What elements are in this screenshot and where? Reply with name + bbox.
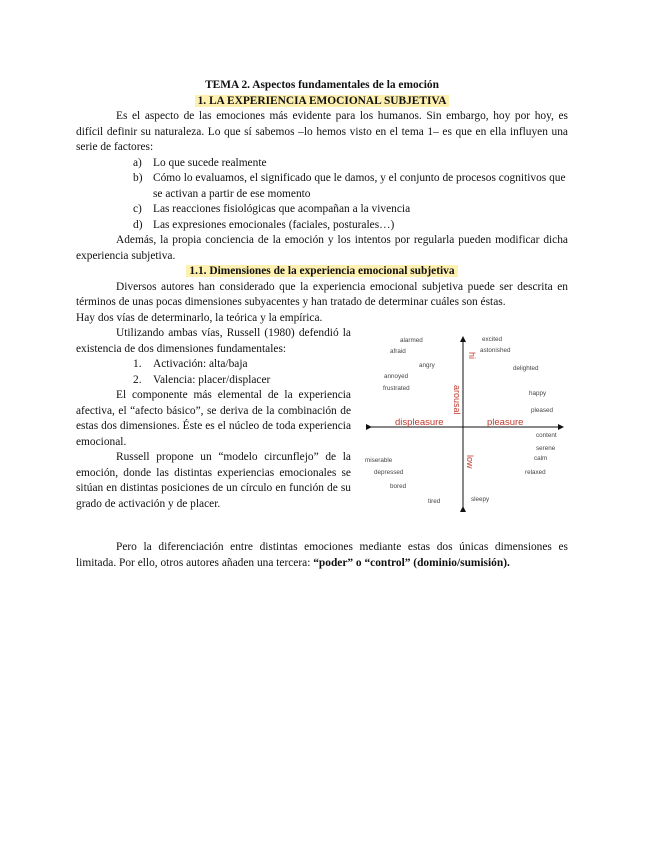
list-marker: b) xyxy=(133,172,143,184)
emotion-word: afraid xyxy=(390,348,406,355)
paragraph-1: Es el aspecto de las emociones más evidente para los humanos. Sin embargo, hoy por hoy, es difícil definir su naturaleza. Lo que sí sabemos –lo hemos visto en el tema 1– es que en ella influyen una serie de factores: xyxy=(76,110,568,153)
list-marker: c) xyxy=(133,203,142,215)
paragraph-8-bold: “poder” o “control” (dominio/sumisión). xyxy=(313,556,510,569)
emotion-word: annoyed xyxy=(384,373,409,380)
list-item xyxy=(76,156,568,172)
section-1-1-heading-text: 1.1. Dimensiones de la experiencia emocional subjetiva xyxy=(186,265,457,277)
emotion-word: miserable xyxy=(365,457,393,464)
paragraph-8 xyxy=(76,540,568,571)
paragraph-6: El componente más elemental de la experiencia afectiva, el “afecto básico”, se deriva de la combinación de estas dos dimensiones. Éste es el núcleo de toda experiencia emocional. xyxy=(76,389,351,448)
emotion-word: depressed xyxy=(374,469,404,476)
emotion-word: alarmed xyxy=(400,337,423,344)
emotion-word: relaxed xyxy=(525,469,546,476)
emotion-word: tired xyxy=(428,498,441,505)
emotion-word: bored xyxy=(390,483,407,490)
list-item-text: Las expresiones emocionales (faciales, posturales…) xyxy=(153,218,395,231)
two-column-block xyxy=(76,326,568,524)
document-page xyxy=(76,78,568,571)
emotion-word: content xyxy=(536,432,557,439)
list-item-text: Valencia: placer/displacer xyxy=(153,373,271,386)
list-item xyxy=(76,218,568,234)
list-marker: a) xyxy=(133,156,142,169)
axis-label-hi: hi xyxy=(467,352,477,360)
section-1-heading xyxy=(76,94,568,110)
axis-label-arousal: arousal xyxy=(452,385,462,415)
list-item-text: Lo que sucede realmente xyxy=(153,156,267,169)
dimensions-list xyxy=(76,357,351,388)
emotion-word: serene xyxy=(536,445,556,452)
list-marker: 1. xyxy=(133,358,142,370)
emotion-word: delighted xyxy=(513,365,539,372)
emotion-word: pleased xyxy=(531,407,554,414)
circumplex-figure xyxy=(363,333,568,518)
section-1-1-heading xyxy=(76,264,568,280)
axis-label-pleasure: pleasure xyxy=(487,417,524,428)
list-item-text: Las reacciones fisiológicas que acompañan a la vivencia xyxy=(153,203,411,215)
paragraph-2: Además, la propia conciencia de la emoción y los intentos por regularla pueden modificar dicha experiencia subjetiva. xyxy=(76,234,568,262)
paragraph-4: Hay dos vías de determinarlo, la teórica y la empírica. xyxy=(76,311,323,324)
list-item xyxy=(76,373,351,389)
list-marker: d) xyxy=(133,218,143,231)
emotion-word: happy xyxy=(529,390,547,397)
emotion-word: angry xyxy=(419,362,435,369)
spacer xyxy=(76,524,568,540)
emotion-word: frustrated xyxy=(383,385,410,392)
paragraph-3: Diversos autores han considerado que la experiencia emocional subjetiva puede ser descrita en términos de unas pocas dimensiones subyacentes y han tratado de determinar cuáles son éstas. xyxy=(76,280,568,308)
list-item-text: Activación: alta/baja xyxy=(153,358,248,370)
paragraph-5: Utilizando ambas vías, Russell (1980) defendió la existencia de dos dimensiones fundamentales: xyxy=(76,327,351,355)
list-item-text: Cómo lo evaluamos, el significado que le damos, y el conjunto de procesos cognitivos que se activan a partir de ese momento xyxy=(153,172,566,200)
axis-label-low: low xyxy=(465,455,475,469)
list-marker: 2. xyxy=(133,373,142,386)
emotion-word: excited xyxy=(482,336,502,343)
paragraph-8-text: Pero la diferenciación entre distintas emociones mediante estas dos únicas dimensiones es limitada. Por ello, otros autores añaden una tercera: xyxy=(76,541,568,569)
axis-label-displeasure: displeasure xyxy=(395,417,444,428)
list-item xyxy=(76,202,568,218)
left-column xyxy=(76,326,351,512)
factors-list xyxy=(76,156,568,234)
paragraph-7: Russell propone un “modelo circunflejo” de la emoción, donde las distintas experiencias emocionales se sitúan en distintas posiciones de un círculo en función de su grado de activación y de placer. xyxy=(76,451,351,510)
section-1-heading-text: 1. LA EXPERIENCIA EMOCIONAL SUBJETIVA xyxy=(195,95,450,107)
list-item xyxy=(76,171,568,202)
emotion-word: astonished xyxy=(480,347,511,354)
emotion-word: sleepy xyxy=(471,496,490,503)
emotion-word: calm xyxy=(534,455,548,462)
doc-title: TEMA 2. Aspectos fundamentales de la emoción xyxy=(205,79,439,91)
list-item xyxy=(76,357,351,373)
